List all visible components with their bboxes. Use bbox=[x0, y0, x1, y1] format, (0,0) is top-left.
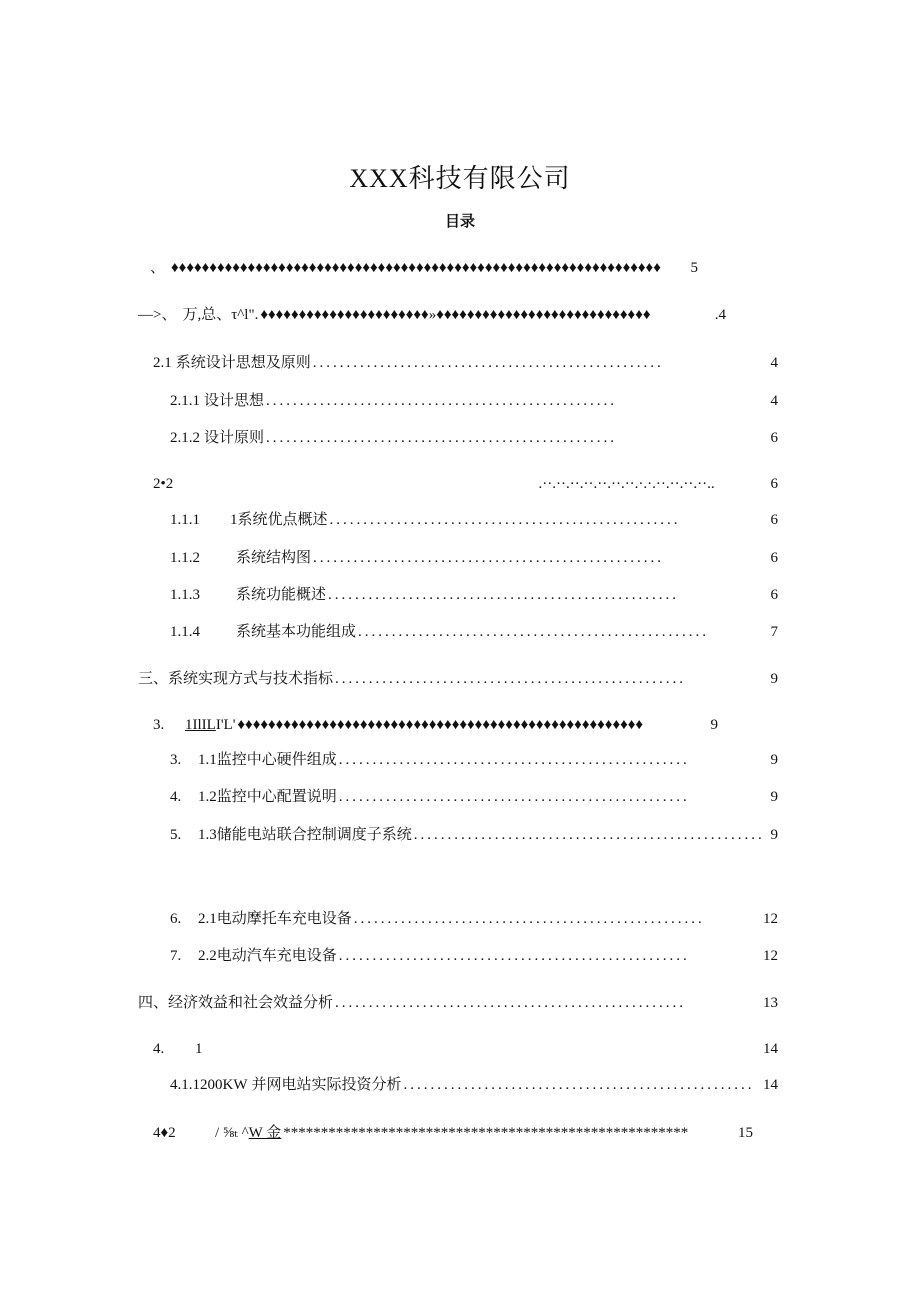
toc-entry-leader: .................................................... bbox=[335, 671, 687, 687]
toc-entry[interactable] bbox=[153, 1122, 753, 1144]
toc-entry-page: 9 bbox=[770, 827, 778, 843]
toc-entry-title: 系统设计思想及原则 bbox=[175, 355, 311, 371]
toc-entry-number: 6. bbox=[170, 911, 182, 927]
toc-entry-title: 并网电站实际投资分析 bbox=[251, 1077, 402, 1093]
toc-entry-title: 系统实现方式与技术指标 bbox=[168, 671, 334, 687]
toc-entry[interactable] bbox=[170, 945, 778, 967]
toc-entry-number: 1.1.3 bbox=[170, 587, 200, 603]
toc-entry-leader: .................................................... bbox=[312, 355, 664, 371]
toc-entry-leader: .................................................... bbox=[403, 1077, 755, 1093]
toc-entry[interactable] bbox=[170, 824, 778, 846]
toc-entry-leader: .................................................... bbox=[266, 430, 618, 446]
toc-entry-page: 9 bbox=[770, 671, 778, 687]
toc-entry[interactable] bbox=[170, 547, 778, 569]
toc-entry[interactable] bbox=[153, 473, 778, 495]
toc-entry-number: 4. bbox=[153, 1041, 165, 1057]
toc-entry[interactable] bbox=[138, 304, 726, 326]
toc-entry[interactable] bbox=[170, 1074, 778, 1096]
toc-entry-number: 4. bbox=[170, 789, 182, 805]
toc-entry[interactable] bbox=[170, 390, 778, 412]
toc-entry-page: 12 bbox=[763, 911, 778, 927]
toc-entry-number: 、 bbox=[150, 260, 166, 276]
toc-entry-page: 9 bbox=[770, 752, 778, 768]
toc-entry-number: 4♦2 bbox=[153, 1125, 176, 1141]
toc-entry-page: 4 bbox=[770, 393, 778, 409]
toc-entry-leader: .................................................... bbox=[413, 827, 765, 843]
toc-entry-title: / ⅝ₜ ^ bbox=[215, 1125, 249, 1141]
toc-entry-number: 4.1.1200KW bbox=[170, 1077, 248, 1093]
toc-entry-page: 6 bbox=[770, 550, 778, 566]
toc-entry-number: 1.1.1 bbox=[170, 512, 200, 528]
toc-entry-number: 四、 bbox=[138, 995, 169, 1011]
toc-entry-title: 万,总、τ^l". bbox=[182, 307, 259, 323]
toc-entry-page: 7 bbox=[770, 624, 778, 640]
toc-entry-number: 7. bbox=[170, 948, 182, 964]
toc-entry-title: 1 bbox=[195, 1041, 203, 1057]
toc-entry-page: 6 bbox=[770, 430, 778, 446]
toc-entry-leader: .................................................... bbox=[338, 752, 690, 768]
toc-entry[interactable] bbox=[170, 908, 778, 930]
toc-entry-number: 3. bbox=[153, 717, 165, 733]
document-title: XXX科技有限公司 bbox=[349, 164, 571, 193]
toc-entry-number: 3. bbox=[170, 752, 182, 768]
toc-entry-page: 9 bbox=[710, 717, 718, 733]
toc-entry[interactable] bbox=[170, 427, 778, 449]
toc-entry-page: 5 bbox=[690, 260, 698, 276]
toc-entry-leader: .................................................... bbox=[338, 789, 690, 805]
toc-entry[interactable] bbox=[153, 1038, 778, 1060]
toc-entry-leader: ****************************************************** bbox=[283, 1125, 689, 1141]
toc-entry-title: 设计思想 bbox=[204, 393, 265, 409]
toc-entry-leader: .................................................... bbox=[335, 995, 687, 1011]
toc-entry-number: 1.1.4 bbox=[170, 624, 200, 640]
toc-entry-leader: .................................................... bbox=[328, 587, 680, 603]
toc-entry[interactable] bbox=[170, 509, 778, 531]
toc-entry-title: 2.1电动摩托车充电设备 bbox=[198, 911, 352, 927]
toc-entry-number: 5. bbox=[170, 827, 182, 843]
toc-entry-number: 2.1.2 bbox=[170, 430, 200, 446]
toc-entry-title: 设计原则 bbox=[204, 430, 265, 446]
toc-entry-leader: .................................................... bbox=[266, 393, 618, 409]
toc-entry-page: 4 bbox=[770, 355, 778, 371]
toc-entry-page: 6 bbox=[770, 587, 778, 603]
toc-entry-leader: .................................................... bbox=[358, 624, 710, 640]
toc-entry-leader: ♦♦♦♦♦♦♦♦♦♦♦♦♦♦♦♦♦♦♦♦♦♦♦♦♦♦♦♦♦♦♦♦♦♦♦♦♦♦♦♦♦♦♦♦♦♦♦♦♦♦♦♦♦♦♦♦♦♦♦♦♦♦♦♦ bbox=[171, 260, 661, 276]
toc-entry-leader: ♦♦♦♦♦♦♦♦♦♦♦♦♦♦♦♦♦♦♦♦♦♦»♦♦♦♦♦♦♦♦♦♦♦♦♦♦♦♦♦♦♦♦♦♦♦♦♦♦♦♦ bbox=[260, 307, 651, 323]
toc-entry[interactable] bbox=[153, 352, 778, 374]
toc-entry-page: 12 bbox=[763, 948, 778, 964]
toc-heading: 目录 bbox=[444, 212, 475, 230]
toc-entry-page: 6 bbox=[770, 476, 778, 492]
toc-entry-leader: .··.··.··.··.··.··.··.·.·.··.··.··.··.. bbox=[538, 476, 715, 492]
toc-entry-title: 系统基本功能组成 bbox=[236, 624, 357, 640]
toc-entry-leader: .................................................... bbox=[329, 512, 681, 528]
toc-entry-number: 2.1 bbox=[153, 355, 172, 371]
toc-entry-title: 1.1监控中心硬件组成 bbox=[198, 752, 337, 768]
toc-entry-title-suffix: W 金 bbox=[248, 1125, 282, 1141]
toc-entry-page: 14 bbox=[763, 1077, 778, 1093]
toc-entry-title: 1.2监控中心配置说明 bbox=[198, 789, 337, 805]
toc-entry-title-suffix: I'L' bbox=[215, 717, 236, 733]
toc-entry-title: 系统功能概述 bbox=[236, 587, 327, 603]
toc-entry-number: 三、 bbox=[138, 671, 169, 687]
toc-entry-title: 1系统优点概述 bbox=[230, 512, 328, 528]
toc-entry-page: 13 bbox=[763, 995, 778, 1011]
toc-entry[interactable] bbox=[150, 257, 698, 279]
toc-entry-page: 15 bbox=[738, 1125, 753, 1141]
toc-entry-leader: .................................................... bbox=[338, 948, 690, 964]
toc-entry-title: 系统结构图 bbox=[236, 550, 312, 566]
toc-entry-title: 经济效益和社会效益分析 bbox=[168, 995, 334, 1011]
toc-entry-page: 6 bbox=[770, 512, 778, 528]
toc-entry-leader: .................................................... bbox=[353, 911, 705, 927]
toc-entry-leader: ♦♦♦♦♦♦♦♦♦♦♦♦♦♦♦♦♦♦♦♦♦♦♦♦♦♦♦♦♦♦♦♦♦♦♦♦♦♦♦♦♦♦♦♦♦♦♦♦♦♦♦♦♦ bbox=[237, 717, 644, 733]
toc-entry-page: 9 bbox=[770, 789, 778, 805]
toc-entry-number: 2•2 bbox=[153, 476, 174, 492]
toc-entry-page: 14 bbox=[763, 1041, 778, 1057]
toc-entry[interactable] bbox=[170, 621, 778, 643]
toc-entry-number: —>、 bbox=[138, 307, 177, 323]
toc-entry-leader: .................................................... bbox=[313, 550, 665, 566]
toc-entry[interactable] bbox=[170, 584, 778, 606]
toc-entry-title: 1.3储能电站联合控制调度子系统 bbox=[198, 827, 412, 843]
toc-entry[interactable] bbox=[138, 992, 778, 1014]
toc-entry-page: .4 bbox=[714, 307, 726, 323]
toc-entry[interactable] bbox=[170, 786, 778, 808]
toc-entry-title: 1IlIL bbox=[185, 717, 216, 733]
toc-entry-number: 2.1.1 bbox=[170, 393, 200, 409]
toc-entry[interactable] bbox=[153, 714, 718, 736]
toc-entry-title: 2.2电动汽车充电设备 bbox=[198, 948, 337, 964]
toc-entry[interactable] bbox=[138, 668, 778, 690]
toc-entry-number: 1.1.2 bbox=[170, 550, 200, 566]
toc-entry[interactable] bbox=[170, 749, 778, 771]
